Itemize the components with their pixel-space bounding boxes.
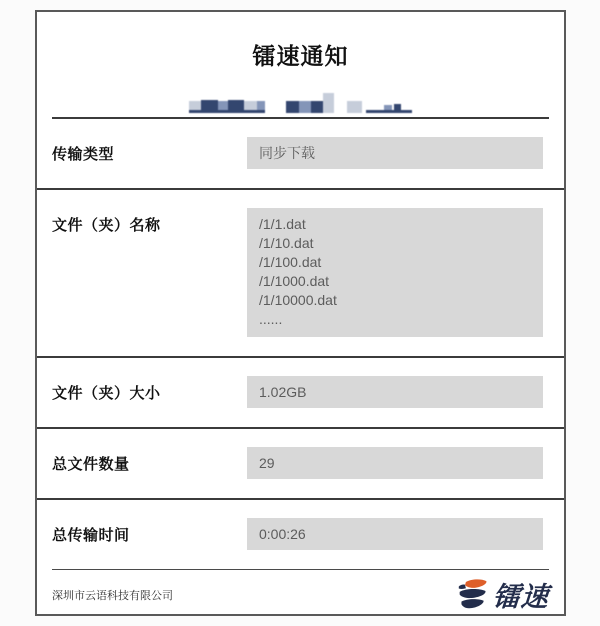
transfer-time-value: 0:00:26	[247, 518, 543, 550]
file-name-item: /1/1.dat	[259, 216, 306, 232]
file-name-item: /1/10000.dat	[259, 292, 337, 308]
row-file-count	[37, 429, 564, 500]
transfer-time-label: 总传输时间	[52, 526, 130, 544]
file-name-ellipsis: ......	[259, 311, 283, 327]
file-size-value: 1.02GB	[247, 376, 543, 408]
redacted-text-block	[189, 100, 265, 113]
file-count-value: 29	[247, 447, 543, 479]
file-size-label: 文件（夹）大小	[52, 384, 161, 402]
file-name-item: /1/100.dat	[259, 254, 322, 270]
redacted-text-block	[286, 93, 334, 113]
notification-card	[35, 10, 566, 616]
page-title: 镭速通知	[252, 43, 349, 69]
file-names-value	[247, 208, 543, 337]
file-name-item: /1/10.dat	[259, 235, 314, 251]
redacted-user-info	[189, 93, 412, 113]
row-transfer-time	[37, 500, 564, 569]
redacted-text-block	[347, 98, 412, 113]
raysync-logo-icon	[457, 577, 489, 612]
raysync-logo	[457, 575, 549, 614]
row-file-names	[37, 190, 564, 358]
transfer-type-label: 传输类型	[52, 145, 115, 163]
file-count-label: 总文件数量	[52, 455, 130, 473]
footer	[52, 569, 549, 626]
row-transfer-type	[37, 119, 564, 190]
transfer-type-value: 同步下载	[247, 137, 543, 169]
file-name-item: /1/1000.dat	[259, 273, 330, 289]
row-file-size	[37, 358, 564, 429]
company-name: 深圳市云语科技有限公司	[52, 589, 173, 602]
raysync-logo-text: 镭速	[491, 582, 550, 612]
file-names-label: 文件（夹）名称	[52, 217, 161, 234]
